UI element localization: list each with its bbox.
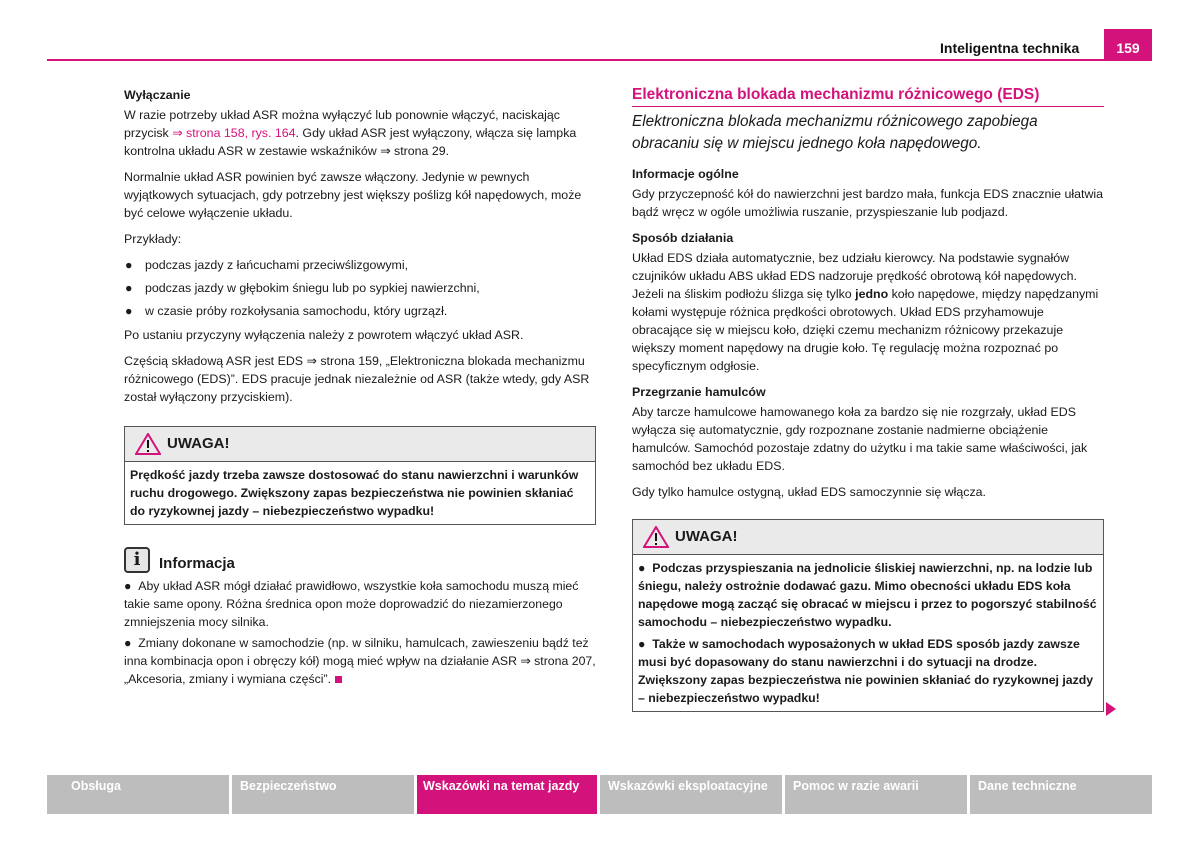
tab-dane-techniczne[interactable] [970, 775, 1152, 814]
warning-triangle-icon [643, 526, 669, 548]
info-title: Informacja [159, 555, 235, 572]
info-header [124, 547, 596, 577]
tab-bezpieczenstwo[interactable] [232, 775, 414, 814]
section-heading-wylaczanie: Wyłączanie [124, 88, 191, 102]
bullet-icon: ● [125, 281, 133, 295]
list-item [124, 302, 596, 320]
tab-label: Wskazówki na temat jazdy [423, 779, 580, 793]
paragraph [632, 249, 1104, 375]
continue-arrow-icon [1106, 702, 1116, 716]
subheading: Przegrzanie hamulców [632, 385, 766, 399]
bullet-icon: ● [638, 561, 653, 575]
subheading: Sposób działania [632, 231, 734, 245]
info-body [124, 577, 596, 688]
text: W razie potrzeby układ ASR można wyłączyć lub ponownie włączyć, naciskając przycisk [124, 108, 560, 140]
warning-title: UWAGA! [167, 435, 230, 452]
text: Układ EDS działa automatycznie, bez udziału kierowcy. Na podstawie sygnałów czujników układu ABS układ EDS nadzoruje prędkość obrotową kół napędowych. Jeżeli na śliskim podłożu ślizga się tylko [632, 251, 1077, 301]
emphasis: jedno [855, 287, 889, 301]
warning-item-text: Podczas przyspieszania na jednolicie śliskiej nawierzchni, np. na lodzie lub śniegu, należy ostrożnie dodawać gazu. Mimo obecności układu EDS koła napędowe mogą zacząć się obracać w miejscu i przez to pogorszyć stabilność samochodu – niebezpieczeństwo wypadku. [638, 561, 1097, 629]
paragraph: Gdy tylko hamulce ostygną, układ EDS samoczynnie się włącza. [632, 485, 986, 499]
paragraph: Normalnie układ ASR powinien być zawsze włączony. Jedynie w pewnych wyjątkowych sytuacjach, gdy potrzebny jest większy poślizg kół napędowych, może być celowe wyłączenie układu. [124, 170, 582, 220]
info-item-text: Aby układ ASR mógł działać prawidłowo, wszystkie koła samochodu muszą mieć takie same opony. Różna średnica opon może doprowadzić do niezamierzonego zmniejszenia mocy silnika. [124, 579, 579, 629]
intro-text: Elektroniczna blokada mechanizmu różnicowego zapobiega obracaniu się w miejscu jednego koła napędowego. [632, 113, 1038, 152]
info-item-text: Zmiany dokonane w samochodzie (np. w silniku, hamulcach, zawieszeniu bądź też inna kombinacja opon i obręczy kół) mogą mieć wpływ na działanie ASR ⇒ strona 207, „Akcesoria, zmiany i wymiana części”. [124, 636, 596, 686]
warning-text: Prędkość jazdy trzeba zawsze dostosować do stanu nawierzchni i warunków ruchu drogowego. Zwiększony zapas bezpieczeństwa nie powinien skłaniać do ryzykownej jazdy – niebezpieczeństwo wypadku! [130, 468, 579, 518]
tab-wskazowki-jazdy[interactable] [417, 775, 597, 814]
warning-item [638, 559, 1098, 631]
list-item-text: w czasie próby rozkołysania samochodu, który ugrzązł. [145, 304, 448, 318]
bullet-icon: ● [125, 258, 133, 272]
text: koło napędowe, między napędzanymi kołami występuje różnica prędkości obrotowych. Układ EDS przyhamowuje obracające się w miejscu koło, dzięki czemu mechanizm różnicowy przekazuje większy moment napędowy na drugie koło. Tę regulację można rozpoznać po specyficznym odgłosie. [632, 287, 1099, 373]
header-rule [47, 59, 1106, 61]
page-number: 159 [1104, 29, 1152, 61]
page-reference-link[interactable]: ⇒ strona 158, rys. 164 [172, 126, 296, 140]
paragraph: Gdy przyczepność kół do nawierzchni jest bardzo mała, funkcja EDS znacznie ułatwia bądź wręcz w ogóle umożliwia ruszanie, przyspieszanie lub podjazd. [632, 187, 1104, 219]
info-icon: i [124, 547, 150, 573]
warning-body [633, 555, 1103, 711]
warning-body [125, 462, 595, 524]
info-box [124, 547, 596, 688]
tab-obsluga[interactable] [47, 775, 229, 814]
warning-item [638, 635, 1098, 707]
paragraph: Przykłady: [124, 232, 182, 246]
list-item [124, 279, 596, 297]
tab-label: Dane techniczne [978, 779, 1077, 793]
chapter-title: Inteligentna technika [940, 40, 1080, 56]
tab-pomoc-awarii[interactable] [785, 775, 967, 814]
warning-triangle-icon [135, 433, 161, 455]
tab-label: Pomoc w razie awarii [793, 779, 919, 793]
left-column [124, 86, 596, 691]
warning-box [632, 519, 1104, 712]
warning-title: UWAGA! [675, 528, 738, 545]
info-item [124, 634, 596, 688]
tab-label: Bezpieczeństwo [240, 779, 337, 793]
tab-wskazowki-eksploatacyjne[interactable] [600, 775, 782, 814]
list-item [124, 256, 596, 274]
paragraph: Po ustaniu przyczyny wyłączenia należy z powrotem włączyć układ ASR. [124, 328, 524, 342]
info-item [124, 577, 596, 631]
bullet-icon: ● [124, 636, 139, 650]
list-item-text: podczas jazdy w głębokim śniegu lub po sypkiej nawierzchni, [145, 281, 480, 295]
right-column [632, 86, 1104, 712]
warning-header [633, 520, 1103, 555]
section-end-icon [335, 676, 342, 683]
bullet-icon: ● [638, 637, 653, 651]
paragraph [124, 106, 596, 160]
warning-box [124, 426, 596, 525]
examples-list [124, 256, 596, 320]
warning-header [125, 427, 595, 462]
bullet-icon: ● [124, 579, 139, 593]
list-item-text: podczas jazdy z łańcuchami przeciwślizgowymi, [145, 258, 409, 272]
bullet-icon: ● [125, 304, 133, 318]
warning-item-text: Także w samochodach wyposażonych w układ EDS sposób jazdy zawsze musi być dopasowany do stanu nawierzchni i do sytuacji na drodze. Zwiększony zapas bezpieczeństwa nie powinien skłaniać do ryzykownej jazdy – niebezpieczeństwo wypadku! [638, 637, 1094, 705]
tab-label: Wskazówki eksploatacyjne [608, 779, 768, 793]
chapter-navigation [47, 775, 1153, 814]
paragraph: Aby tarcze hamulcowe hamowanego koła za bardzo się nie rozgrzały, układ EDS wyłącza się automatycznie, gdy rozpoznane zostanie nadmierne obciążenie hamulców. Samochód pozostaje zdatny do użytku i ma takie same właściwości, jak samochód bez układu EDS. [632, 405, 1088, 473]
subheading: Informacje ogólne [632, 167, 739, 181]
tab-label: Obsługa [71, 779, 122, 793]
paragraph: Częścią składową ASR jest EDS ⇒ strona 159, „Elektroniczna blokada mechanizmu różnicowego (EDS)”. EDS pracuje jednak niezależnie od ASR (także wtedy, gdy ASR został wyłączony przyciskiem). [124, 354, 590, 404]
text: . Gdy układ ASR jest wyłączony, włącza się lampka kontrolna układu ASR w zestawie wskaźników ⇒ strona 29. [124, 126, 577, 158]
section-title-eds: Elektroniczna blokada mechanizmu różnicowego (EDS) [632, 86, 1104, 107]
